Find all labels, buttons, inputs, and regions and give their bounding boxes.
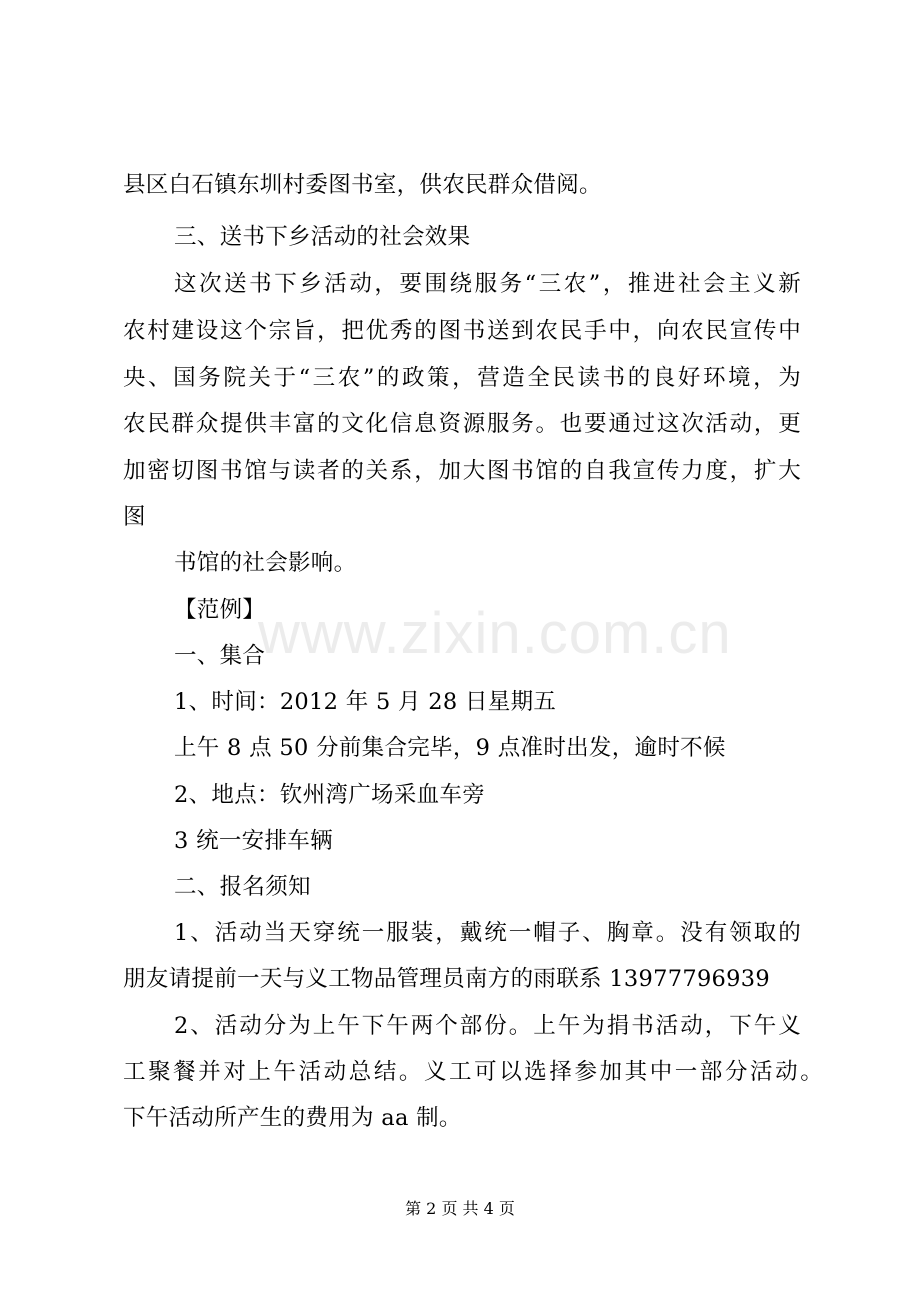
section-heading: 二、报名须知: [174, 874, 311, 900]
body-line: 农民群众提供丰富的文化信息资源服务。也要通过这次活动，更: [123, 411, 801, 437]
body-line: 朋友请提前一天与义工物品管理员南方的雨联系 13977796939: [123, 966, 771, 992]
body-line: 县区白石镇东圳村委图书室，供农民群众借阅。: [123, 172, 602, 198]
body-line: 下午活动所产生的费用为 aa 制。: [123, 1105, 462, 1131]
body-line: 3 统一安排车辆: [174, 828, 333, 854]
body-line: 1、活动当天穿统一服装，戴统一帽子、胸章。没有领取的: [174, 920, 801, 946]
body-line: 这次送书下乡活动，要围绕服务“三农”，推进社会主义新: [174, 271, 801, 297]
section-heading: 一、集合: [174, 643, 266, 669]
body-line: 央、国务院关于“三农”的政策，营造全民读书的良好环境，为: [123, 365, 801, 391]
section-heading: 三、送书下乡活动的社会效果: [174, 224, 471, 250]
body-line: 2、地点：钦州湾广场采血车旁: [174, 782, 486, 808]
body-line: 上午 8 点 50 分前集合完毕，9 点准时出发，逾时不候: [174, 735, 726, 761]
body-line: 书馆的社会影响。: [174, 550, 357, 576]
section-heading: 【范例】: [174, 597, 266, 623]
body-line: 加密切图书馆与读者的关系，加大图书馆的自我宣传力度，扩大: [123, 458, 801, 484]
body-line: 图: [123, 504, 146, 530]
body-line: 1、时间：2012 年 5 月 28 日星期五: [174, 689, 557, 715]
body-line: 2、活动分为上午下午两个部份。上午为捐书活动，下午义: [174, 1013, 801, 1039]
page-number-footer: 第 2 页 共 4 页: [405, 1199, 515, 1218]
body-line: 工聚餐并对上午活动总结。义工可以选择参加其中一部分活动。: [123, 1059, 823, 1085]
watermark: www.zixin.com.cn: [258, 601, 732, 666]
body-line: 农村建设这个宗旨，把优秀的图书送到农民手中，向农民宣传中: [123, 318, 801, 344]
